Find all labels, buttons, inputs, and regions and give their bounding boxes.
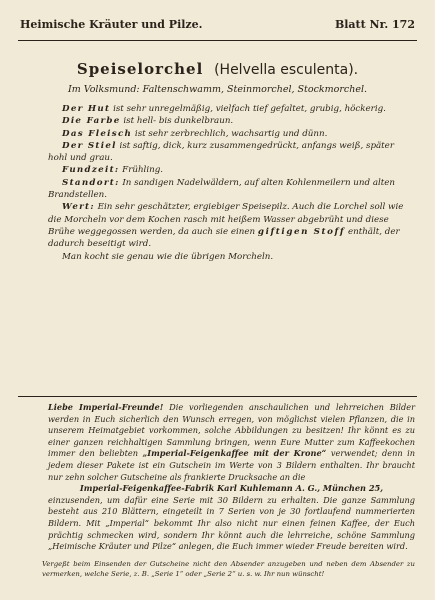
desc-wert	[48, 201, 415, 250]
label-stiel: Der Stiel	[62, 140, 117, 151]
desc-fundzeit	[48, 164, 415, 176]
text-wert-end: enthält, der dadurch beseitigt wird.	[48, 226, 400, 250]
desc-fleisch	[48, 128, 415, 140]
label-fleisch: Das Fleisch	[62, 128, 133, 139]
ad-text-1: Die vorliegenden anschaulichen und lehrreichen Bilder werden in Euch sicherlich den Wunsch erregen, von möglichst vielen Pflanzen, die in unserem Heimatgebiet vorkommen, solche Abbildungen zu besitzen! Ihr könnt es zu einer ganzen reichhaltigen Sammlung bringen, wenn Eure Mutter zum Kaffeekochen immer den beliebten	[48, 402, 415, 459]
text-kochen: Man kocht sie genau wie die übrigen Morcheln.	[62, 251, 274, 262]
text-standort: In sandigen Nadelwäldern, auf alten Kohlenmeilern und alten Brandstellen.	[48, 177, 396, 201]
label-standort: Standort:	[62, 177, 120, 188]
footnote: Vergeßt beim Einsenden der Gutscheine nicht den Absender anzugeben und neben dem Absender zu vermerken, welche Serie, z. B. „Serie 1“ oder „Serie 2“ u. s. w. Ihr nun wünscht!	[42, 560, 415, 578]
page-header	[20, 18, 415, 38]
description	[48, 103, 415, 263]
label-hut: Der Hut	[62, 104, 111, 114]
ad-outro: einzusenden, um dafür eine Serie mit 30 Bildern zu erhalten. Die ganze Sammlung besteht aus 210 Blättern, eingeteilt in 7 Serien von je 30 fortlaufend nummerierten Bildern. Mit „Imperial“ bekommt Ihr also nicht nur einen feinen Kaffee, der Euch prächtig schmecken wird, sondern Ihr könnt auch die lehrreiche, schöne Sammlung „Heimische Kräuter und Pilze“ anlegen, die Euch immer wieder Freude bereiten wird.	[48, 494, 415, 552]
ad-text-2: verwendet; denn in jedem dieser Pakete ist ein Gutschein im Werte von 3 Bildern enthalten. Ihr braucht nur zehn solcher Gutscheine als frankierte Drucksache an die	[48, 448, 415, 482]
desc-stiel	[48, 140, 415, 165]
text-wert: Ein sehr geschätzter, ergiebiger Speisepilz. Auch die Lorchel soll wie die Morcheln vor dem Kochen rasch mit heißem Wasser abgebrüht und diese Brühe weggegossen werden, da auch sie einen	[48, 202, 404, 237]
text-stiel: ist saftig, dick, kurz zusammengedrückt, anfangs weiß, später hohl und grau.	[48, 140, 394, 164]
desc-hut	[48, 103, 415, 115]
ad-intro	[48, 402, 415, 483]
series-title: Heimische Kräuter und Pilze.	[20, 18, 203, 31]
desc-farbe	[48, 115, 415, 127]
ad-brand: „Imperial-Feigenkaffee mit der Krone“	[142, 448, 327, 459]
toxin-emphasis: giftigen Stoff	[257, 226, 346, 237]
folk-names: Im Volksmund: Faltenschwamm, Steinmorchel, Stockmorchel.	[67, 84, 368, 95]
mushroom-title	[20, 60, 415, 78]
latin-name: (Helvella esculenta).	[214, 62, 359, 78]
desc-standort	[48, 177, 415, 202]
label-farbe: Die Farbe	[62, 116, 121, 127]
label-wert: Wert:	[62, 202, 95, 213]
ad-greeting: Liebe Imperial-Freunde!	[48, 402, 164, 412]
text-fundzeit: Frühling.	[119, 165, 164, 176]
ad-company	[48, 483, 415, 495]
header-divider	[18, 40, 417, 41]
label-fundzeit: Fundzeit:	[62, 165, 120, 176]
desc-kochen	[48, 251, 415, 263]
text-hut: ist sehr unregelmäßig, vielfach tief gefaltet, grubig, höckerig.	[110, 104, 386, 114]
text-farbe: ist hell- bis dunkelbraun.	[120, 116, 234, 127]
advertisement	[48, 402, 415, 553]
sheet-number: Blatt Nr. 172	[334, 18, 415, 31]
common-name: Speiselorchel	[76, 60, 204, 78]
company-name: Imperial-Feigenkaffee-Fabrik Karl Kuhlemann A. G., München 25,	[79, 483, 384, 494]
text-fleisch: ist sehr zerbrechlich, wachsartig und dünn.	[132, 128, 328, 139]
ad-divider	[18, 396, 417, 397]
